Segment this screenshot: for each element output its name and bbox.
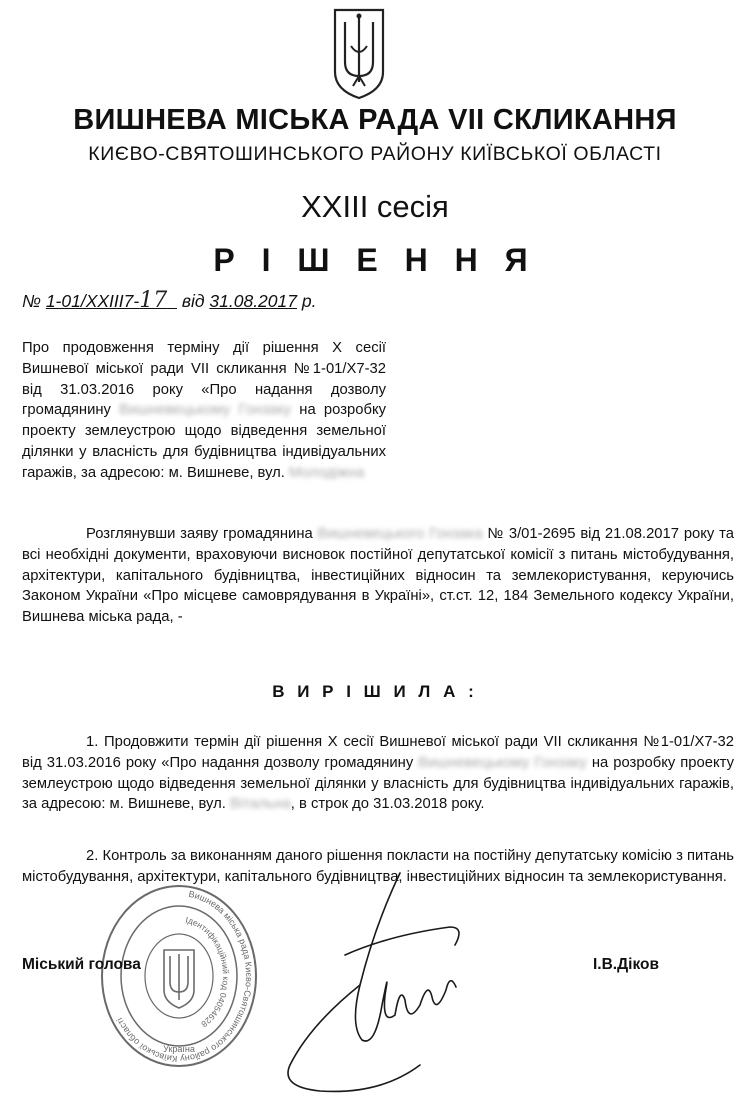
document-type: Р І Ш Е Н Н Я — [213, 242, 537, 278]
handwritten-number: 17 — [139, 288, 168, 313]
date-suffix: р. — [301, 291, 317, 311]
session-title: XXIII сесія — [301, 189, 449, 224]
council-title: ВИШНЕВА МІСЬКА РАДА VII СКЛИКАННЯ — [73, 104, 677, 136]
redacted-name: Вишневецького Гонзака — [317, 526, 483, 542]
svg-text:Вишнева міська рада Києво-Свят — [114, 889, 254, 1064]
seal-bottom-text: Україна — [163, 1044, 195, 1054]
official-seal-icon — [98, 882, 260, 1070]
redacted-name: Вишневецькому Гонзаку — [119, 402, 292, 419]
seal-outer-text: Вишнева міська рада Києво-Святошинського району Київської області — [114, 888, 254, 1065]
preamble-paragraph: Розглянувши заяву громадянина Вишневецького Гонзака № 3/01-2695 від 21.08.2017 року та всі необхідні документи, враховуючи висновок постійної депутатської комісії з питань містобудування, архітектури, капітального будівництва, інвестиційних відносин та землекористування, керуючись Законом України «Про місцеве самоврядування в Україні», ст.ст. 12, 184 Земельного кодексу України, Вишнева міська рада, - — [22, 526, 734, 626]
number-label: № — [22, 291, 41, 311]
signature-name: І.В.Діков — [593, 956, 660, 973]
decision-item-1: 1. Продовжити термін дії рішення Х сесії Вишневої міської ради VII скликання №1-01/Х7-32 від 31.03.2016 року «Про надання дозволу громадянину Вишневецькому Гонзаку на розробку проекту землеустрою щодо відведення земельної ділянки у власність для будівництва індивідуальних гаражів, за адресою: м. Вишневе, вул. Вітальна, в строк до 31.03.2018 року. — [22, 734, 734, 813]
seal-inner-text: Ідентифікаційний код 04054628 — [184, 914, 231, 1030]
date-label: від — [181, 291, 205, 311]
decision-number: 1-01/XXIII7-17 — [45, 288, 168, 313]
coat-of-arms-icon — [331, 6, 387, 100]
handwritten-signature-icon — [250, 865, 500, 1095]
signature-role: Міський голова — [22, 956, 141, 973]
decision-date: 31.08.2017 — [209, 291, 297, 311]
council-subtitle: КИЄВО-СВЯТОШИНСЬКОГО РАЙОНУ КИЇВСЬКОЇ ОБЛАСТІ — [88, 143, 662, 165]
redacted-name: Вишневецькому Гонзаку — [418, 754, 587, 771]
redacted-street: Вітальна — [230, 796, 291, 813]
redacted-street: Молодіжна — [289, 464, 365, 481]
decision-item-2: 2. Контроль за виконанням даного рішення покласти на постійну депутатську комісію з питань містобудування, архітектури, капітального будівництва, інвестиційних відносин та землекористування. — [22, 848, 734, 885]
decided-heading: В И Р І Ш И Л А : — [272, 682, 478, 701]
decision-number-line — [22, 288, 316, 313]
decision-subject: Про продовження терміну дії рішення Х сесії Вишневої міської ради VII скликання №1-01/Х7-32 від 31.03.2016 року «Про надання дозволу громадянину Вишневецькому Гонзаку на розробку проекту землеустрою щодо відведення земельної ділянки у власність для будівництва індивідуальних гаражів, за адресою: м. Вишневе, вул. Молодіжна — [22, 340, 386, 481]
